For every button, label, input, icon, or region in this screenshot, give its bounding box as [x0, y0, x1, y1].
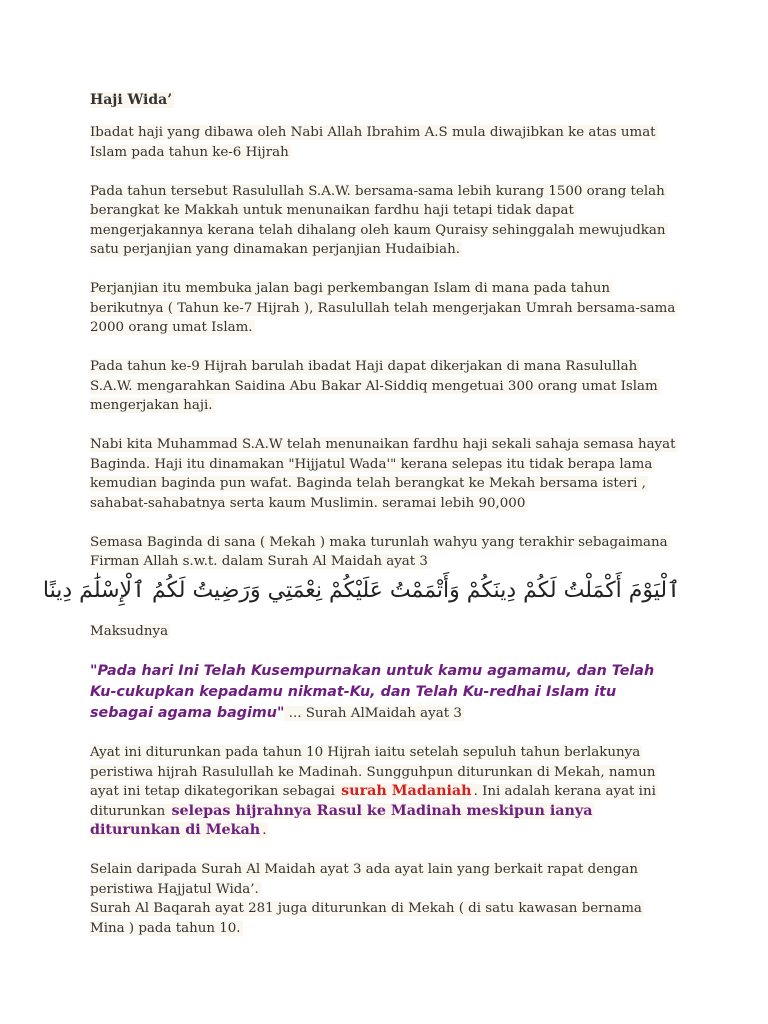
- arabic-verse-text: ٱلْيَوْمَ أَكْمَلْتُ لَكُمْ دِينَكُمْ وَأَتْمَمْتُ عَلَيْكُمْ نِعْمَتِي وَرَضِيتُ لَكُمُ ٱلْإِسْلَٰمَ دِينًا: [42, 577, 680, 603]
- paragraph-8-text-c: .: [262, 823, 267, 838]
- paragraph-9: [90, 860, 680, 938]
- paragraph-5-text: Nabi kita Muhammad S.A.W telah menunaikan fardhu haji sekali sahaja semasa hayat Baginda. Haji itu dinamakan "Hijjatul Wada'" kerana selepas itu tidak berapa lama kemudian baginda pun wafat. Baginda telah berangkat ke Mekah bersama isteri , sahabat-sahabatnya serta kaum Muslimin. seramai lebih 90,000: [90, 437, 676, 511]
- paragraph-8-text-b: . Ini adalah kerana ayat ini diturunkan: [90, 784, 656, 819]
- paragraph-3-text: Perjanjian itu membuka jalan bagi perkembangan Islam di mana pada tahun berikutnya ( Tahun ke-7 Hijrah ), Rasulullah telah mengerjakan Umrah bersama-sama 2000 orang umat Islam.: [90, 281, 676, 335]
- article-body: [42, 90, 680, 938]
- paragraph-6-text: Semasa Baginda di sana ( Mekah ) maka turunlah wahyu yang terakhir sebagaimana Firman Allah s.w.t. dalam Surah Al Maidah ayat 3: [90, 534, 668, 569]
- paragraph-1-text: Ibadat haji yang dibawa oleh Nabi Allah Ibrahim A.S mula diwajibkan ke atas umat Islam pada tahun ke-6 Hijrah: [90, 125, 656, 160]
- maksudnya-label: [90, 622, 680, 642]
- paragraph-8-text-a: Ayat ini diturunkan pada tahun 10 Hijrah iaitu setelah sepuluh tahun berlakunya peristiwa hijrah Rasulullah ke Madinah. Sungguhpun diturunkan di Mekah, namun ayat ini tetap dikategorikan sebagai: [90, 745, 656, 799]
- paragraph-8: [90, 743, 680, 841]
- surah-madaniah-highlight: surah Madaniah: [341, 783, 472, 799]
- paragraph-3: [90, 279, 680, 338]
- paragraph-4: [90, 357, 680, 416]
- paragraph-9-line-1: Selain daripada Surah Al Maidah ayat 3 ada ayat lain yang berkait rapat dengan peristiwa Hajjatul Wida’.: [90, 862, 638, 897]
- article-title: [90, 90, 680, 110]
- title-text: Haji Wida’: [90, 92, 173, 108]
- paragraph-2: [90, 182, 680, 260]
- paragraph-6: [90, 533, 680, 572]
- maksudnya-text: Maksudnya: [90, 623, 169, 639]
- paragraph-2-text: Pada tahun tersebut Rasulullah S.A.W. bersama-sama lebih kurang 1500 orang telah berangkat ke Makkah untuk menunaikan fardhu haji tetapi tidak dapat mengerjakannya kerana telah dihalang oleh kaum Quraisy sehinggalah mewujudkan satu perjanjian yang dinamakan perjanjian Hudaibiah.: [90, 183, 666, 257]
- quote-source: ... Surah AlMaidah ayat 3: [284, 705, 462, 721]
- paragraph-1: [90, 123, 680, 162]
- quote-paragraph: [90, 661, 680, 724]
- hijrah-highlight: selepas hijrahnya Rasul ke Madinah meskipun ianya diturunkan di Mekah: [90, 802, 593, 838]
- quote-text: "Pada hari Ini Telah Kusempurnakan untuk kamu agamamu, dan Telah Ku-cukupkan kepadamu nikmat-Ku, dan Telah Ku-redhai Islam itu sebagai agama bagimu": [90, 662, 655, 721]
- paragraph-9-line-2: Surah Al Baqarah ayat 281 juga diturunkan di Mekah ( di satu kawasan bernama Mina ) pada tahun 10.: [90, 901, 642, 936]
- arabic-verse: [42, 574, 680, 608]
- paragraph-4-text: Pada tahun ke-9 Hijrah barulah ibadat Haji dapat dikerjakan di mana Rasulullah S.A.W. mengarahkan Saidina Abu Bakar Al-Siddiq mengetuai 300 orang umat Islam mengerjakan haji.: [90, 359, 658, 413]
- paragraph-5: [90, 435, 680, 513]
